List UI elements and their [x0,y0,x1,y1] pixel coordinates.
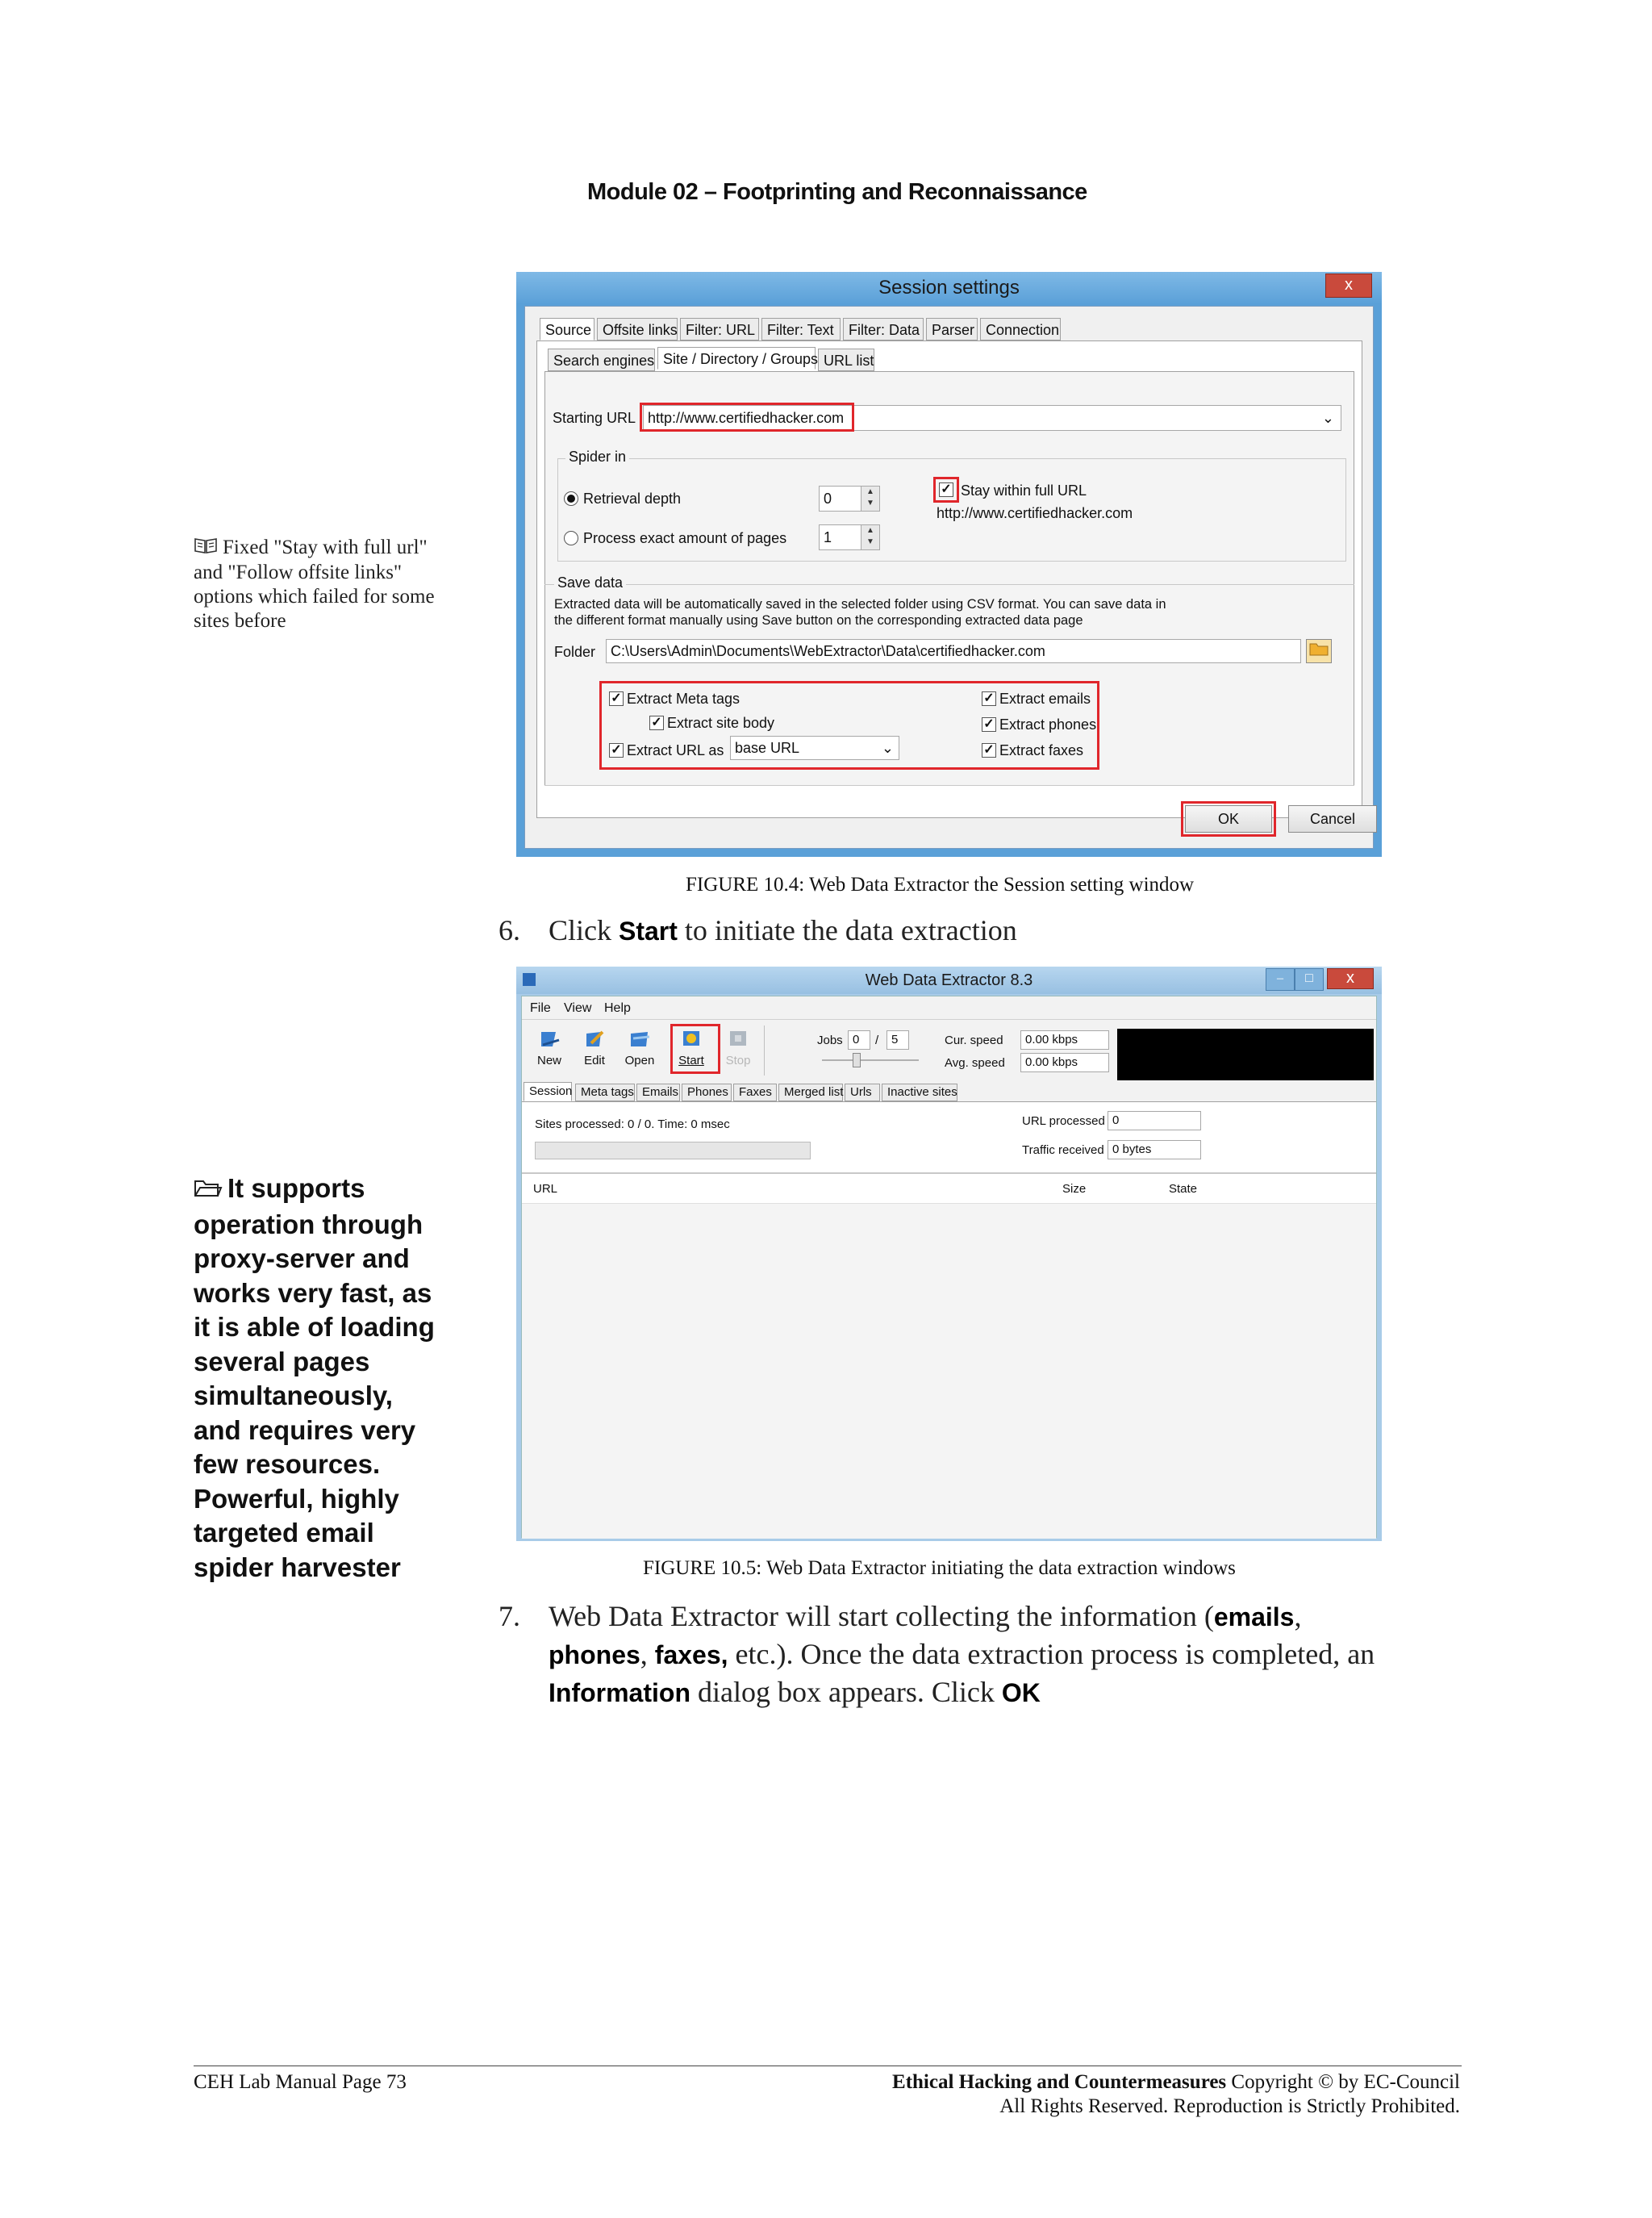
highlight-stay-within [933,477,959,503]
starting-url-value: http://www.certifiedhacker.com [648,410,845,426]
highlight-starting-url [640,403,854,432]
toolbar-stop[interactable] [722,1029,754,1067]
starting-url-label: Starting URL [553,410,636,426]
folder-icon [1308,640,1329,658]
tab-urls[interactable]: Urls [845,1084,880,1101]
extract-body-label: Extract site body [667,715,775,731]
tab-offsite-links[interactable]: Offsite links [597,318,678,340]
save-data-label: Save data [554,574,626,591]
footer-copyright-text: Copyright © by EC-Council [1226,2071,1460,2093]
highlight-start-button [670,1024,720,1074]
step-bold-ok: OK [1001,1678,1041,1707]
sidebar-note-proxy-support [194,1172,436,1585]
menu-view[interactable]: View [564,1001,592,1015]
close-button[interactable]: x [1325,274,1372,298]
avg-speed-value: 0.00 kbps [1020,1053,1109,1072]
stay-within-url-checkbox[interactable]: ✓ [939,482,953,497]
tab-source[interactable]: Source [540,318,594,340]
extract-meta-label: Extract Meta tags [627,691,740,707]
results-table [522,1172,1376,1539]
open-icon [628,1029,651,1050]
tab-filter-text[interactable]: Filter: Text [761,318,841,340]
step-bold-faxes: faxes, [654,1640,728,1669]
extract-url-as-select[interactable] [730,736,899,760]
window-title: Session settings [516,272,1382,304]
stop-icon [727,1029,749,1050]
footer-copyright [892,2071,1460,2094]
module-title: Module 02 – Footprinting and Reconnaissance [587,179,1087,205]
edit-icon [583,1029,606,1050]
jobs-slider-thumb[interactable] [853,1053,861,1067]
process-exact-spinner[interactable] [819,524,880,550]
app-icon [523,973,536,986]
toolbar-edit[interactable] [578,1029,611,1067]
tab-meta-tags[interactable]: Meta tags [575,1084,635,1101]
avg-speed-label: Avg. speed [945,1056,1005,1070]
step-text: dialog box appears. Click [690,1676,1002,1708]
tab-faxes[interactable]: Faxes [733,1084,777,1101]
extract-meta-checkbox[interactable]: ✓ [609,691,624,706]
toolbar-edit-label: Edit [584,1054,605,1067]
menu-help[interactable]: Help [604,1001,631,1015]
ok-button[interactable]: OK [1185,805,1272,833]
jobs-separator: / [875,1034,879,1047]
jobs-value[interactable]: 0 [848,1030,870,1050]
extract-emails-checkbox[interactable]: ✓ [982,691,996,706]
tab-site-directory-groups[interactable]: Site / Directory / Groups [657,347,816,370]
tab-connection[interactable]: Connection [980,318,1061,340]
tab-phones[interactable]: Phones [682,1084,732,1101]
step-bold-start: Start [619,917,678,946]
tab-merged-list[interactable]: Merged list [778,1084,843,1101]
extract-url-as-label: Extract URL as [627,742,724,758]
stay-within-url: http://www.certifiedhacker.com [937,505,1133,521]
retrieval-depth-label: Retrieval depth [583,491,682,507]
footer-page-label: CEH Lab Manual Page 73 [194,2071,407,2093]
toolbar-open[interactable] [622,1029,657,1067]
extract-url-as-checkbox[interactable]: ✓ [609,743,624,758]
tab-url-list[interactable]: URL list [818,349,874,371]
traffic-received-value: 0 bytes [1108,1140,1201,1159]
minimize-button[interactable]: – [1266,968,1295,991]
step-text: Web Data Extractor will start collecting the information ( [549,1600,1214,1632]
folder-icon [194,1173,223,1208]
spinner-arrows-icon[interactable]: ▲ ▼ [861,487,879,511]
note-text: Fixed "Stay with full url" and "Follow offsite links" options which failed for some sites before [194,537,435,633]
web-data-extractor-window [516,967,1382,1541]
session-settings-window [516,272,1382,857]
tab-filter-data[interactable]: Filter: Data [843,318,924,340]
toolbar-new[interactable] [533,1029,565,1067]
traffic-received-label: Traffic received [1022,1143,1104,1157]
results-header [522,1174,1376,1204]
book-icon [194,537,218,561]
folder-input[interactable]: C:\Users\Admin\Documents\WebExtractor\Data\certifiedhacker.com [606,639,1301,663]
retrieval-depth-spinner[interactable] [819,486,880,512]
progress-bar [535,1142,811,1159]
extract-phones-label: Extract phones [999,716,1097,733]
extract-phones-checkbox[interactable]: ✓ [982,717,996,732]
cancel-button[interactable]: Cancel [1288,805,1377,833]
cur-speed-label: Cur. speed [945,1034,1003,1047]
step-number: 7. [499,1600,520,1632]
jobs-slider[interactable] [822,1059,919,1061]
url-processed-value: 0 [1108,1111,1201,1130]
note-text: It supports operation through proxy-server and works very fast, as it is able of loading several pages simultaneously, and requires very few resources. Powerful, highly targeted email spider harvester [194,1173,435,1582]
session-settings-client [524,306,1374,849]
extract-body-checkbox[interactable]: ✓ [649,716,664,730]
toolbar-open-label: Open [624,1054,655,1067]
step-text: to initiate the data extraction [677,914,1017,946]
maximize-button[interactable]: □ [1295,968,1324,991]
tab-parser[interactable]: Parser [926,318,978,340]
figure-10-4-caption: FIGURE 10.4: Web Data Extractor the Session setting window [686,874,1195,896]
column-state[interactable]: State [1169,1182,1198,1196]
tab-session[interactable]: Session [524,1082,572,1101]
step-text: , [640,1638,655,1670]
sites-processed: Sites processed: 0 / 0. Time: 0 msec [535,1117,730,1131]
speed-graph [1117,1029,1374,1080]
spinner-arrows-icon[interactable]: ▲ ▼ [861,525,879,549]
tab-search-engines[interactable]: Search engines [548,349,655,371]
toolbar-start-label: Start [678,1054,704,1067]
figure-10-5-caption: FIGURE 10.5: Web Data Extractor initiating the data extraction windows [643,1557,1236,1579]
folder-label: Folder [554,644,596,660]
retrieval-depth-radio[interactable] [564,491,578,506]
extract-url-as-value: base URL [735,740,800,756]
tab-inactive-sites[interactable]: Inactive sites [882,1084,957,1101]
process-exact-radio[interactable] [564,531,578,545]
step-text: etc.). Once the data extraction process is completed, an [728,1638,1375,1670]
tab-filter-url[interactable]: Filter: URL [680,318,759,340]
cur-speed-value: 0.00 kbps [1020,1030,1109,1050]
save-data-description-1: Extracted data will be automatically saved in the selected folder using CSV format. You can save data in [554,597,1166,612]
url-processed-label: URL processed [1022,1114,1105,1128]
step-6 [499,912,1017,950]
step-bold-phones: phones [549,1640,640,1669]
extract-faxes-label: Extract faxes [999,742,1084,758]
toolbar-stop-label: Stop [725,1054,751,1067]
step-number: 6. [499,914,520,946]
jobs-label: Jobs [817,1034,843,1047]
save-data-description-2: the different format manually using Save button on the corresponding extracted data page [554,613,1083,628]
stay-within-label: Stay within full URL [961,482,1087,499]
window-title: Web Data Extractor 8.3 [516,967,1382,994]
highlight-ok-button [1181,801,1276,837]
sidebar-note-fixed-options [194,536,436,633]
step-text: , [1294,1600,1302,1632]
extract-emails-label: Extract emails [999,691,1091,707]
jobs-total[interactable]: 5 [886,1030,909,1050]
chevron-down-icon[interactable]: ⌄ [1321,410,1334,426]
toolbar-new-label: New [536,1054,561,1067]
column-url[interactable]: URL [533,1182,558,1196]
column-size[interactable]: Size [1062,1182,1087,1196]
process-exact-value: 1 [824,529,832,545]
spider-in-label: Spider in [565,449,629,466]
footer-course-title: Ethical Hacking and Countermeasures [892,2071,1227,2093]
chevron-down-icon[interactable]: ⌄ [881,740,894,756]
new-icon [538,1029,561,1050]
step-text: Click [549,914,619,946]
wde-client [521,996,1377,1538]
step-bold-emails: emails [1213,1602,1295,1631]
retrieval-depth-value: 0 [824,491,832,507]
folder-browse-button[interactable] [1306,639,1332,663]
step-bold-information: Information [549,1678,690,1707]
extract-faxes-checkbox[interactable]: ✓ [982,743,996,758]
menu-file[interactable]: File [530,1001,551,1015]
close-button[interactable]: x [1327,968,1374,989]
footer-rights: All Rights Reserved. Reproduction is Strictly Prohibited. [999,2095,1460,2117]
step-7 [499,1598,1468,1711]
tab-emails[interactable]: Emails [636,1084,680,1101]
process-exact-label: Process exact amount of pages [583,530,787,546]
